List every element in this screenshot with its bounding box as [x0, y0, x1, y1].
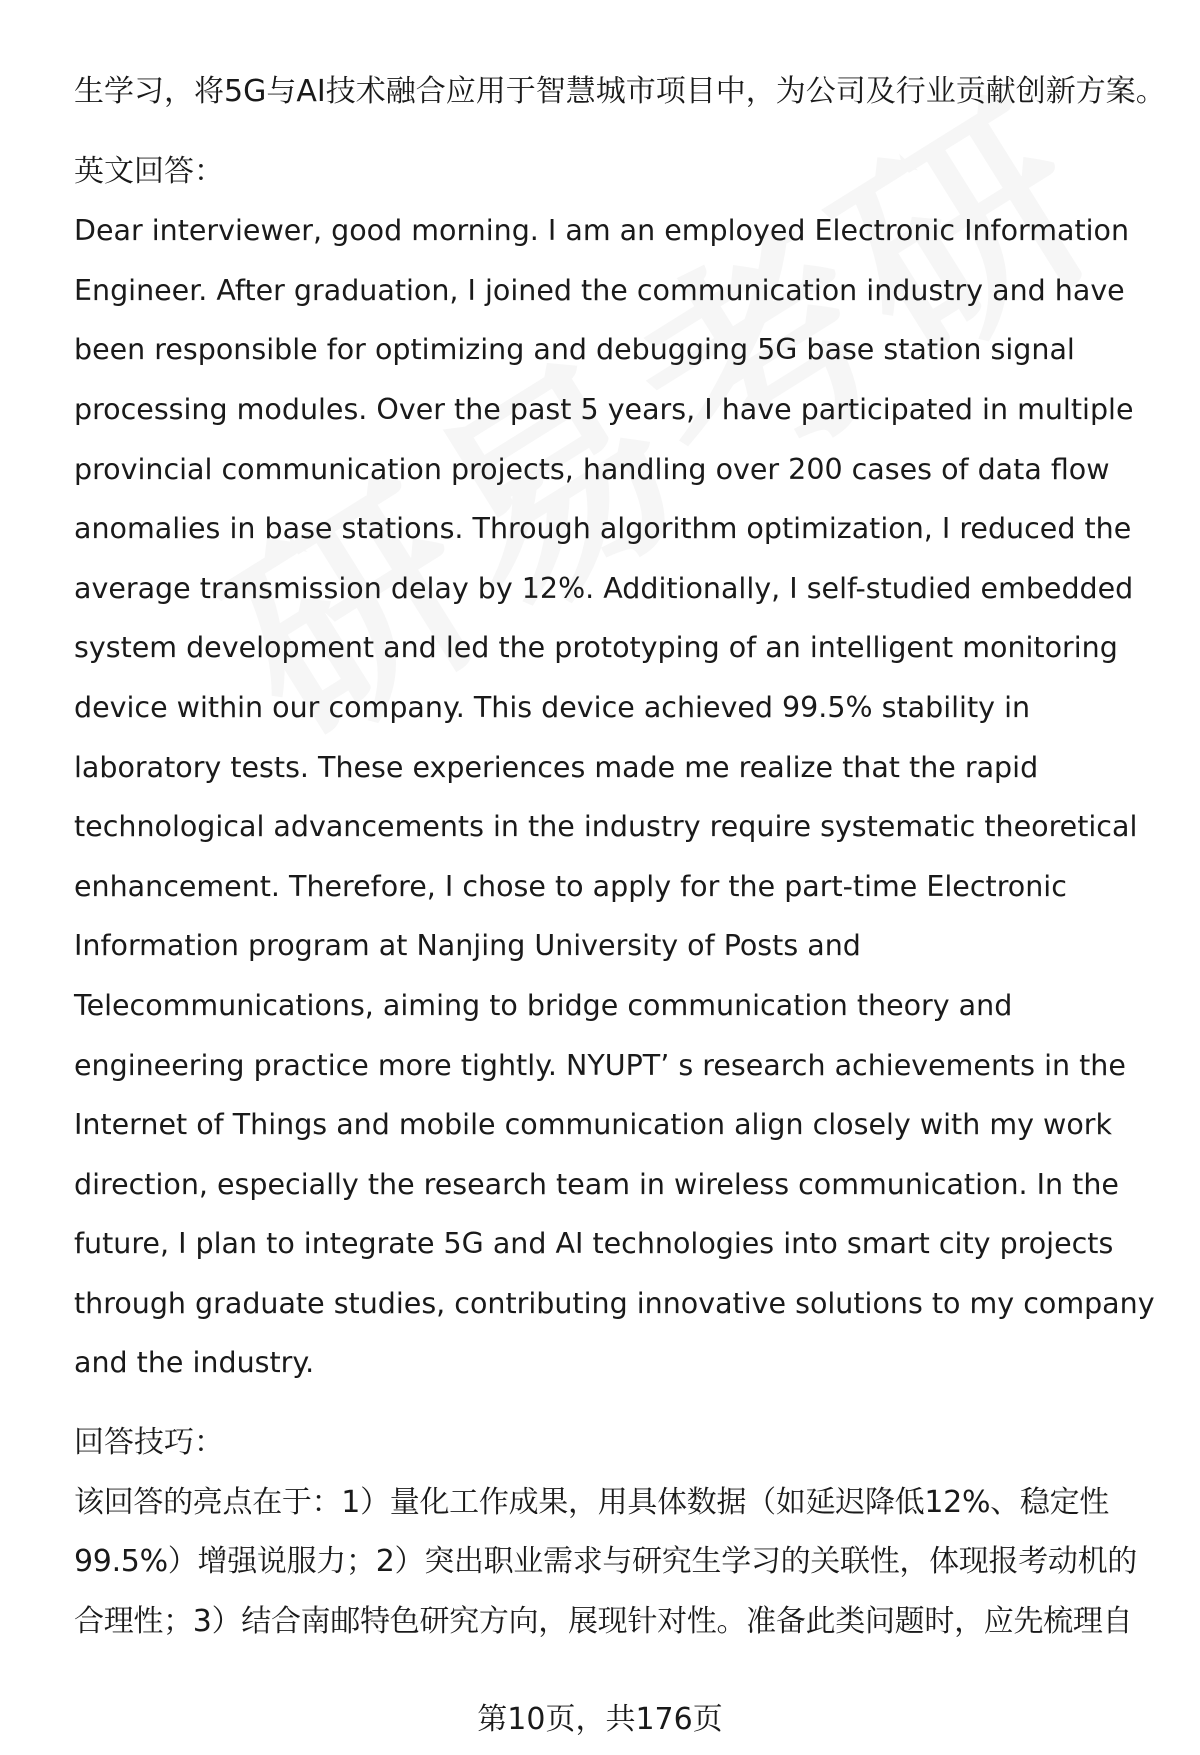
answer-tips-label: 回答技巧： — [74, 1425, 224, 1461]
answer-tips-text: 该回答的亮点在于：1）量化工作成果，用具体数据（如延迟降低12%、稳定性99.5%）增强说服力；2）突出职业需求与研究生学习的关联性，体现报考动机的合理性；3）结合南邮特色研究方向，展现针对性。准备此类问题时，应先梳理自 — [74, 1484, 1137, 1639]
page-content — [74, 62, 1166, 1651]
english-answer-label: 英文回答： — [74, 153, 224, 189]
page-number: 第10页，共176页 — [477, 1702, 723, 1737]
continued-paragraph: 生学习，将5G与AI技术融合应用于智慧城市项目中，为公司及行业贡献创新方案。 — [74, 74, 1166, 109]
english-answer-text: Dear interviewer, good morning. I am an employed Electronic Information Engineer. After graduation, I joined the communication industry and have been responsible for optimizing and debugging 5G base station signal processing modules. Over the past 5 years, I have participated in multiple provincial communication projects, handling over 200 cases of data flow anomalies in base stations. Through algorithm optimization, I reduced the average transmission delay by 12%. Additionally, I self-studied embedded system development and led the prototyping of an intelligent monitoring device within our company. This device achieved 99.5% stability in laboratory tests. These experiences made me realize that the rapid technological advancements in the industry require systematic theoretical enhancement. Therefore, I chose to apply for the part-time Electronic Information program at Nanjing University of Posts and Telecommunications, aiming to bridge communication theory and engineering practice more tightly. NYUPT’ s research achievements in the Internet of Things and mobile communication align closely with my work direction, especially the research team in wireless communication. In the future, I plan to integrate 5G and AI technologies into smart city projects through graduate studies, contributing innovative solutions to my company and the industry. — [74, 214, 1155, 1380]
